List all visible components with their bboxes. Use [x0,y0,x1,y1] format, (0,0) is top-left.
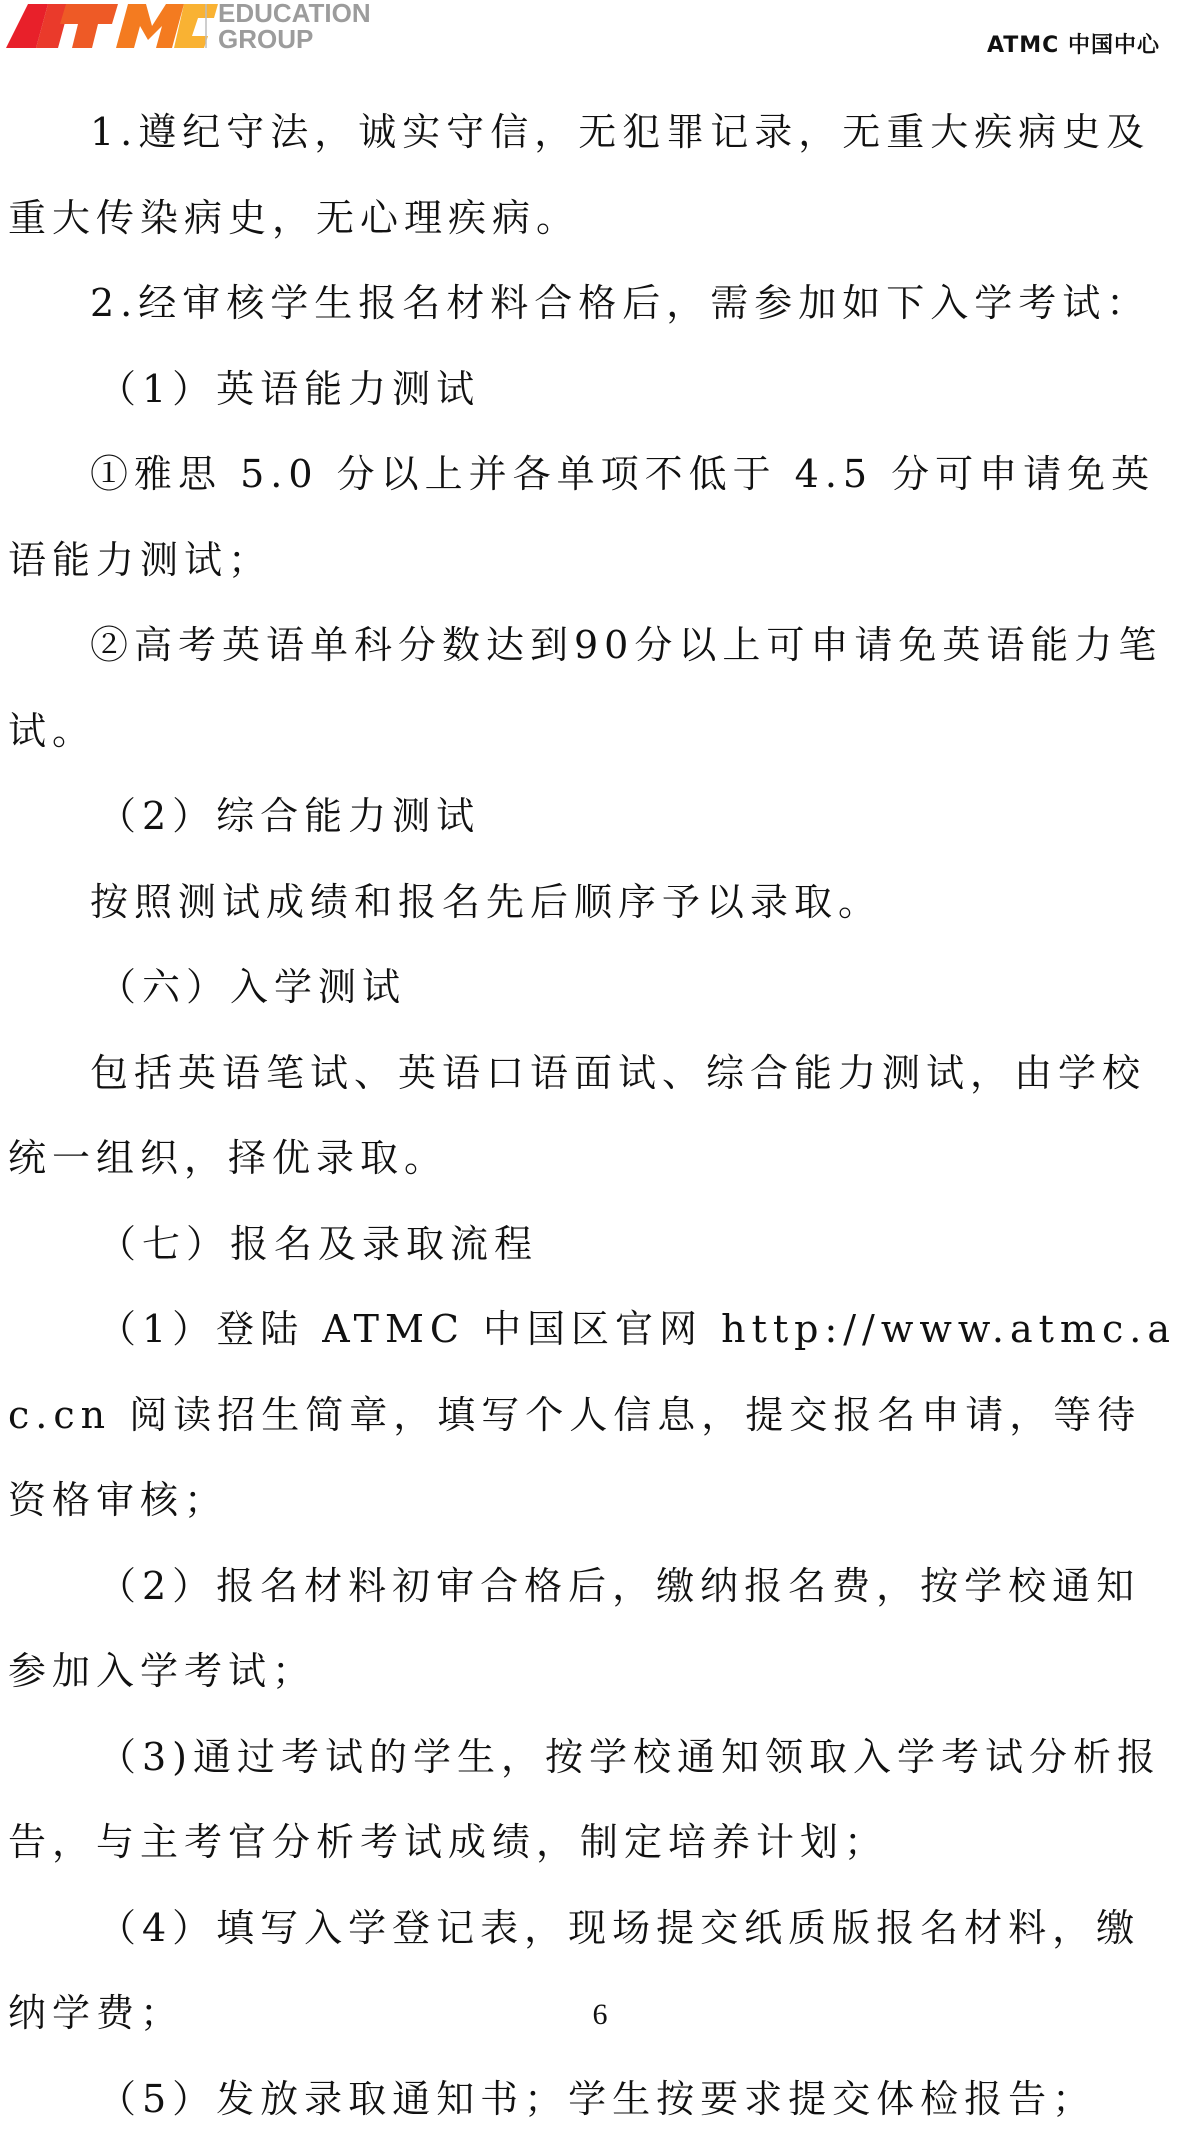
paragraph: （1）英语能力测试 [8,347,1183,433]
paragraph: （2）报名材料初审合格后，缴纳报名费，按学校通知参加入学考试； [8,1544,1183,1715]
paragraph: 包括英语笔试、英语口语面试、综合能力测试，由学校统一组织，择优录取。 [8,1031,1183,1202]
paragraph: （4）填写入学登记表，现场提交纸质版报名材料，缴纳学费； [8,1886,1183,2057]
logo-wordmark-text: ATMC [6,0,9,1]
page-header [0,0,1200,60]
paragraph: 1.遵纪守法，诚实守信，无犯罪记录，无重大疾病史及重大传染病史，无心理疾病。 [8,90,1183,261]
paragraph: （六）入学测试 [8,945,1183,1031]
paragraph: ②高考英语单科分数达到90分以上可申请免英语能力笔试。 [8,603,1183,774]
paragraph: （七）报名及录取流程 [8,1202,1183,1288]
logo-line1: EDUCATION [218,0,371,28]
paragraph: 按照测试成绩和报名先后顺序予以录取。 [8,860,1183,946]
document-body [8,90,1183,2142]
page-number: 6 [0,1998,1200,2032]
paragraph: （3)通过考试的学生，按学校通知领取入学考试分析报告，与主考官分析考试成绩，制定培养计划； [8,1715,1183,1886]
logo-line2: GROUP [218,24,313,52]
paragraph: 2.经审核学生报名材料合格后，需参加如下入学考试： [8,261,1183,347]
paragraph: （1）登陆 ATMC 中国区官网 http://www.atmc.ac.cn 阅读招生简章，填写个人信息，提交报名申请，等待资格审核； [8,1287,1183,1544]
header-center-label: ATMC 中国中心 [987,28,1160,59]
paragraph: （2）综合能力测试 [8,774,1183,860]
atmc-wordmark-graphic [6,4,218,48]
atmc-logo [6,0,386,52]
paragraph: （5）发放录取通知书；学生按要求提交体检报告； [8,2057,1183,2142]
paragraph: ①雅思 5.0 分以上并各单项不低于 4.5 分可申请免英语能力测试； [8,432,1183,603]
